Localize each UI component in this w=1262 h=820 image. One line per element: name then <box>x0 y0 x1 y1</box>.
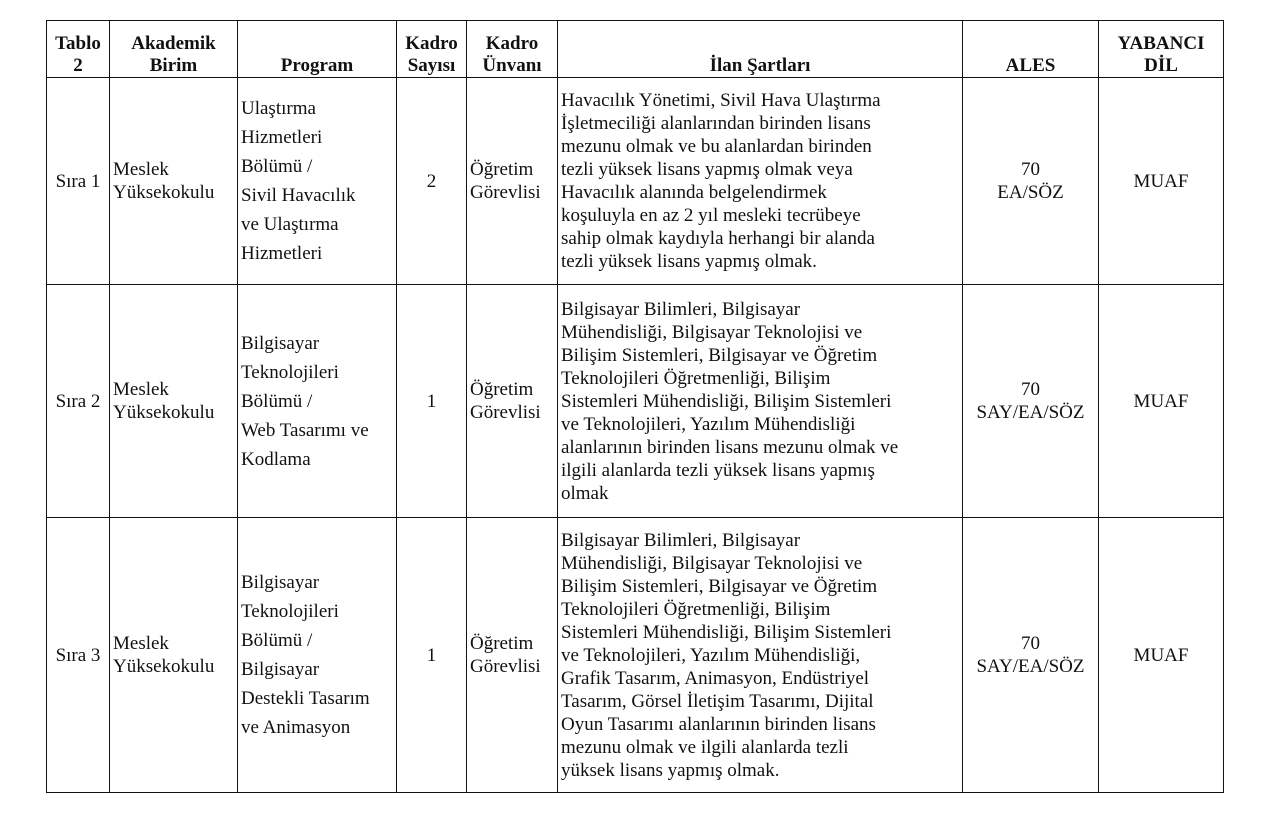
academic-unit: Meslek Yüksekokulu <box>110 78 238 285</box>
program: Bilgisayar Teknolojileri Bölümü / Bilgisayar Destekli Tasarım ve Animasyon <box>238 518 397 793</box>
academic-unit: Meslek Yüksekokulu <box>110 518 238 793</box>
ales-score: 70 EA/SÖZ <box>963 78 1099 285</box>
row-number: Sıra 1 <box>47 78 110 285</box>
position-title: Öğretim Görevlisi <box>467 285 558 518</box>
header-ales: ALES <box>963 21 1099 78</box>
table-row <box>47 78 1224 285</box>
position-title: Öğretim Görevlisi <box>467 78 558 285</box>
table-row <box>47 285 1224 518</box>
position-count: 1 <box>397 518 467 793</box>
position-title: Öğretim Görevlisi <box>467 518 558 793</box>
row-number: Sıra 2 <box>47 285 110 518</box>
header-yabanci-dil: YABANCI DİL <box>1099 21 1224 78</box>
foreign-language: MUAF <box>1099 285 1224 518</box>
position-count: 2 <box>397 78 467 285</box>
program: Ulaştırma Hizmetleri Bölümü / Sivil Havacılık ve Ulaştırma Hizmetleri <box>238 78 397 285</box>
position-requirements-table <box>46 20 1224 793</box>
foreign-language: MUAF <box>1099 518 1224 793</box>
foreign-language: MUAF <box>1099 78 1224 285</box>
table-row <box>47 518 1224 793</box>
header-akademik-birim: Akademik Birim <box>110 21 238 78</box>
ales-score: 70 SAY/EA/SÖZ <box>963 285 1099 518</box>
header-kadro-sayisi: Kadro Sayısı <box>397 21 467 78</box>
requirements: Havacılık Yönetimi, Sivil Hava Ulaştırma İşletmeciliği alanlarından birinden lisans mezunu olmak ve bu alanlardan birinden tezli yüksek lisans yapmış olmak veya Havacılık alanında belgelendirmek koşuluyla en az 2 yıl mesleki tecrübeye sahip olmak kaydıyla herhangi bir alanda tezli yüksek lisans yapmış olmak. <box>558 78 963 285</box>
header-row <box>47 21 1224 78</box>
header-tablo: Tablo 2 <box>47 21 110 78</box>
header-program: Program <box>238 21 397 78</box>
requirements: Bilgisayar Bilimleri, Bilgisayar Mühendisliği, Bilgisayar Teknolojisi ve Bilişim Sistemleri, Bilgisayar ve Öğretim Teknolojileri Öğretmenliği, Bilişim Sistemleri Mühendisliği, Bilişim Sistemleri ve Teknolojileri, Yazılım Mühendisliği alanlarının birinden lisans mezunu olmak ve ilgili alanlarda tezli yüksek lisans yapmış olmak <box>558 285 963 518</box>
requirements: Bilgisayar Bilimleri, Bilgisayar Mühendisliği, Bilgisayar Teknolojisi ve Bilişim Sistemleri, Bilgisayar ve Öğretim Teknolojileri Öğretmenliği, Bilişim Sistemleri Mühendisliği, Bilişim Sistemleri ve Teknolojileri, Yazılım Mühendisliği, Grafik Tasarım, Animasyon, Endüstriyel Tasarım, Görsel İletişim Tasarımı, Dijital Oyun Tasarımı alanlarının birinden lisans mezunu olmak ve ilgili alanlarda tezli yüksek lisans yapmış olmak. <box>558 518 963 793</box>
header-kadro-unvani: Kadro Ünvanı <box>467 21 558 78</box>
ales-score: 70 SAY/EA/SÖZ <box>963 518 1099 793</box>
row-number: Sıra 3 <box>47 518 110 793</box>
academic-unit: Meslek Yüksekokulu <box>110 285 238 518</box>
program: Bilgisayar Teknolojileri Bölümü / Web Tasarımı ve Kodlama <box>238 285 397 518</box>
header-ilan-sartlari: İlan Şartları <box>558 21 963 78</box>
position-count: 1 <box>397 285 467 518</box>
